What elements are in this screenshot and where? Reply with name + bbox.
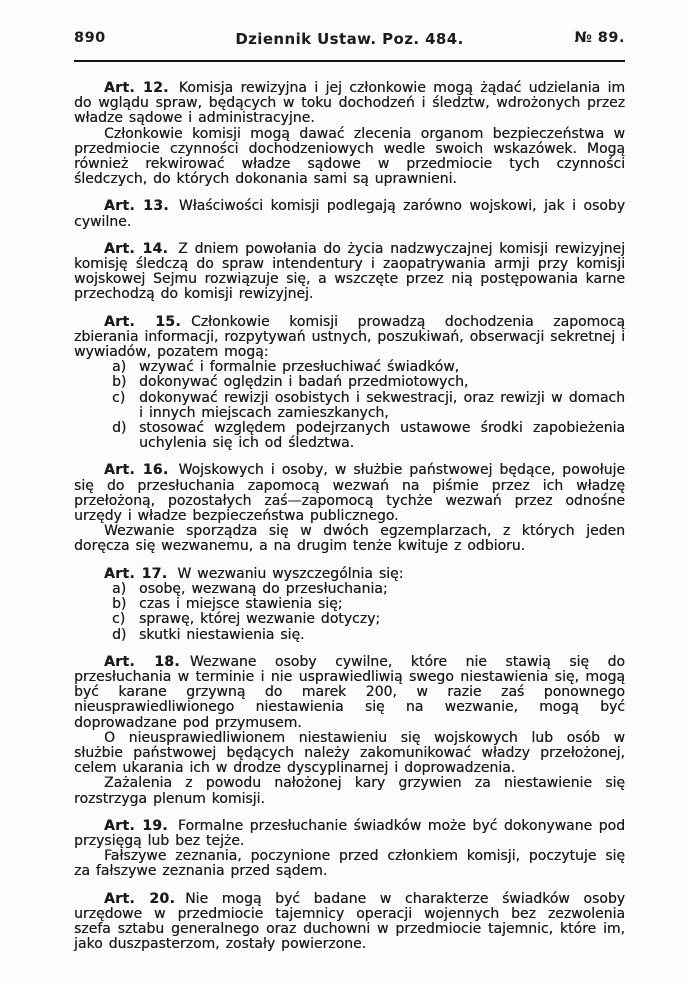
list-item-marker: a) <box>112 580 127 597</box>
article-label: Art. 15. <box>104 313 181 330</box>
article-label: Art. 16. <box>104 462 169 479</box>
paragraph: Wezwanie sporządza się w dwóch egzemplarzach, z których jeden doręcza się wezwanemu, a na drugim tenże kwituje z odbioru. <box>74 523 625 555</box>
paragraph: Członkowie komisji mogą dawać zlecenia organom bezpieczeństwa w przedmiocie czynności dochodzeniowych wedle swoich wskazówek. Mogą również rekwirować władze sądowe w przedmiocie tych czynności śledczych, do których dokonania sami są uprawnieni. <box>74 125 625 188</box>
paragraph: O nieusprawiedliwionem niestawieniu się wojskowych lub osób w służbie państwowej będących należy zakomunikować władzy przełożonej, celem ukarania ich w drodze dyscyplinarnej i doprowadzenia. <box>74 729 625 777</box>
list-item-marker: d) <box>112 626 127 643</box>
issue-number: № 89. <box>574 30 625 46</box>
list-item-text: sprawę, której wezwanie dotyczy; <box>139 611 381 628</box>
list-item <box>74 612 625 627</box>
lettered-list <box>74 582 625 643</box>
list-item-text: dokonywać oględzin i badań przedmiotowych, <box>139 374 469 391</box>
page-header <box>74 30 625 48</box>
list-item-text: osobę, wezwaną do przesłuchania; <box>139 580 388 597</box>
article-start-paragraph: Art. 16. Wojskowych i osoby, w służbie państwowej będące, powołuje się do przesłuchania zapomocą wezwań na piśmie przez ich władzę przełożoną, pozostałych zaś—zapomocą tychże wezwań przez odnośne urzędy i władze bezpieczeństwa publicznego. <box>74 462 626 525</box>
article-start-paragraph: Art. 18. Wezwane osoby cywilne, które nie stawią się do przesłuchania w terminie i nie usprawiedliwią swego niestawienia się, mogą być karane grzywną do marek 200, w razie zaś ponownego nieusprawiedliwionego niestawienia się na wezwanie, mogą być doprowadzane pod przymusem. <box>74 653 625 731</box>
list-item <box>74 597 625 612</box>
article-start-paragraph: Art. 19. Formalne przesłuchanie świadków może być dokonywane pod przysięgą lub bez tejże. <box>74 817 625 849</box>
list-item-marker: a) <box>112 359 127 376</box>
list-item-text: skutki niestawienia się. <box>139 626 305 643</box>
article-label: Art. 12. <box>104 80 169 96</box>
article-label: Art. 18. <box>104 653 180 670</box>
article-start-paragraph: Art. 12. Komisja rewizyjna i jej członkowie mogą żądać udzielania im do wglądu spraw, będących w toku dochodzeń i śledztw, wdrożonych przez władze sądowe i administracyjne. <box>74 80 625 127</box>
article-label: Art. 19. <box>104 817 168 834</box>
article-start-paragraph: Art. 14. Z dniem powołania do życia nadzwyczajnej komisji rewizyjnej komisję śledczą do spraw intendentury i zaopatrywania armji przy komisji wojskowej Sejmu rozwiązuje się, a wszczęte przez nią postępowania karne przechodzą do komisji rewizyjnej. <box>74 240 625 303</box>
paragraph: Fałszywe zeznania, poczynione przed członkiem komisji, poczytuje się za fałszywe zeznania przed sądem. <box>74 848 625 880</box>
list-item-marker: c) <box>112 389 126 406</box>
paragraph: Zażalenia z powodu nałożonej kary grzywien za niestawienie się rozstrzyga plenum komisji. <box>74 775 625 807</box>
list-item-text: stosować względem podejrzanych ustawowe środki zapobieżenia uchylenia się ich od śledztwa. <box>139 420 625 452</box>
list-item-marker: b) <box>112 596 127 613</box>
header-rule <box>74 60 625 62</box>
list-item-marker: c) <box>112 611 126 628</box>
list-item-text: wzywać i formalnie przesłuchiwać świadków, <box>139 359 460 376</box>
document-body <box>74 81 625 952</box>
list-item-text: dokonywać rewizji osobistych i sekwestracji, oraz rewizji w domach i innych miejscach zamieszkanych, <box>139 389 625 421</box>
article-start-paragraph: Art. 15. Członkowie komisji prowadzą dochodzenia zapomocą zbierania informacji, rozpytywań ustnych, poszukiwań, obserwacji sekretnej i wywiadów, pozatem mogą: <box>74 313 625 361</box>
list-item-text: czas i miejsce stawienia się; <box>139 596 343 613</box>
article-start-paragraph: Art. 13. Właściwości komisji podlegają zarówno wojskowi, jak i osoby cywilne. <box>74 198 625 230</box>
article-start-paragraph: Art. 20. Nie mogą być badane w charakterze świadków osoby urzędowe w przedmiocie tajemnicy operacji wojennych bez zezwolenia szefa sztabu generalnego oraz duchowni w przedmiocie tajemnic, które im, jako duszpasterzom, zostały powierzone. <box>74 890 626 953</box>
list-item <box>74 375 625 390</box>
article-label: Art. 13. <box>104 198 169 215</box>
list-item-marker: d) <box>112 420 127 437</box>
article-label: Art. 17. <box>104 565 168 582</box>
list-item <box>74 421 625 451</box>
list-item <box>74 582 625 597</box>
article-label: Art. 14. <box>104 240 169 257</box>
list-item <box>74 360 625 375</box>
page-number: 890 <box>74 30 106 46</box>
article-start-paragraph: Art. 17. W wezwaniu wyszczególnia się: <box>104 565 404 582</box>
lettered-list <box>74 360 625 451</box>
list-item <box>74 628 625 643</box>
article-label: Art. 20. <box>104 890 176 907</box>
list-item-marker: b) <box>112 374 127 391</box>
header-title: Dziennik Ustaw. Poz. 484. <box>235 30 464 48</box>
list-item <box>74 391 625 421</box>
